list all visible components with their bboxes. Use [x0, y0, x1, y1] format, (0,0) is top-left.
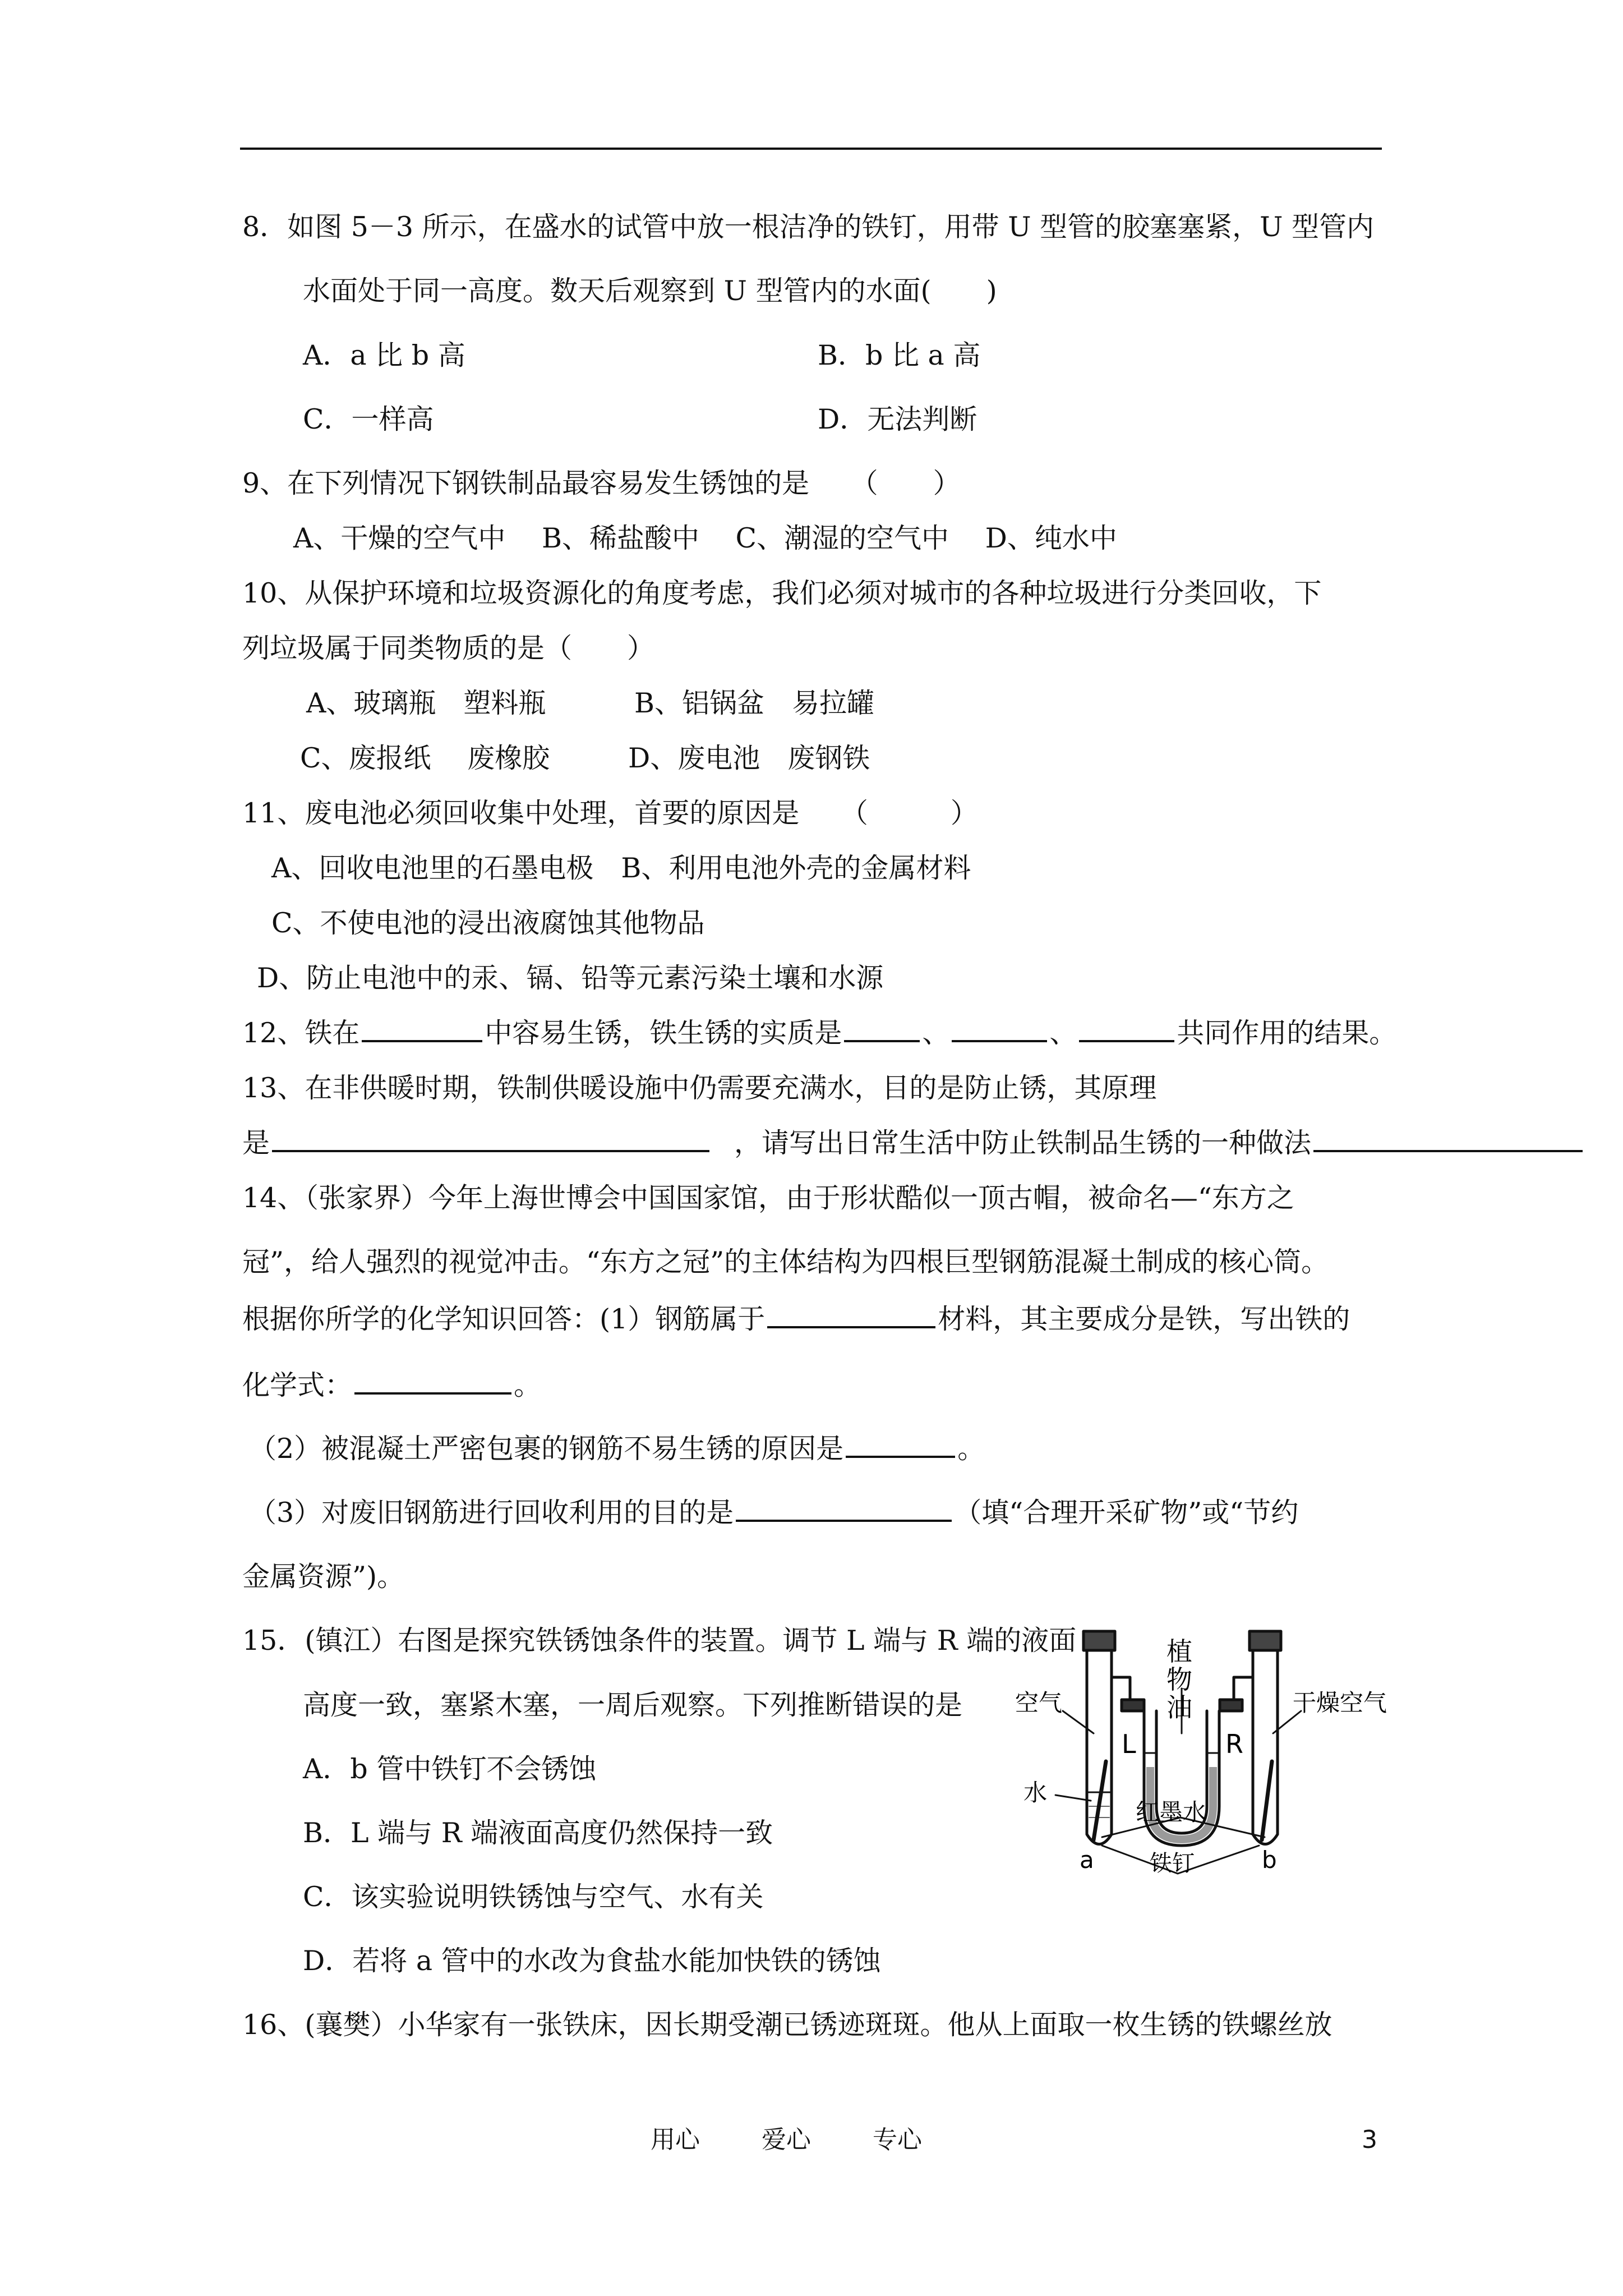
q14-text-3a: 根据你所学的化学知识回答：(1）钢筋属于 — [242, 1303, 766, 1335]
q14-text-3b: 材料，其主要成分是铁，写出铁的 — [938, 1303, 1350, 1335]
q15-option-a: A．b 管中铁钉不会锈蚀 — [303, 1753, 597, 1785]
q10-option-d: D、废电池 废钢铁 — [628, 742, 870, 774]
q12-blank-1[interactable] — [362, 1015, 482, 1042]
footer-word-3: 专心 — [873, 2125, 922, 2154]
figure-label-water: 水 — [1023, 1779, 1048, 1806]
q14-text-4end: 。 — [514, 1369, 542, 1401]
q11-stem: 11、废电池必须回收集中处理，首要的原因是 （ ） — [242, 797, 978, 829]
q12-blank-2[interactable] — [844, 1015, 920, 1042]
footer-word-2: 爱心 — [762, 2125, 811, 2154]
q14-line5 — [249, 1431, 985, 1467]
q15-option-b: B．L 端与 R 端液面高度仍然保持一致 — [303, 1817, 773, 1849]
q14-line6 — [249, 1495, 1298, 1531]
q12-text-2: 中容易生锈，铁生锈的实质是 — [485, 1017, 842, 1049]
figure-label-nail: 铁钉 — [1150, 1851, 1195, 1876]
q8-stem-line2: 水面处于同一高度。数天后观察到 U 型管内的水面( ) — [303, 275, 997, 307]
q12-text-1: 12、铁在 — [242, 1017, 360, 1049]
q14-blank-formula[interactable] — [354, 1368, 511, 1395]
q11-option-c: C、不使电池的浸出液腐蚀其他物品 — [271, 907, 705, 939]
q14-blank-reason[interactable] — [846, 1431, 955, 1458]
q8-option-b: B．b 比 a 高 — [818, 339, 981, 371]
rust-experiment-figure — [1009, 1621, 1402, 1885]
footer-word-1: 用心 — [651, 2125, 700, 2154]
q10-option-c: C、废报纸 废橡胶 — [300, 742, 550, 774]
q15-stem-line2: 高度一致，塞紧木塞，一周后观察。下列推断错误的是 — [303, 1689, 963, 1721]
q15-option-c: C．该实验说明铁锈蚀与空气、水有关 — [303, 1881, 764, 1913]
q14-stem-line1: 14、（张家界）今年上海世博会中国国家馆，由于形状酷似一顶古帽，被命名—“东方之 — [242, 1182, 1294, 1214]
q16-stem-line1: 16、(襄樊）小华家有一张铁床，因长期受潮已锈迹斑斑。他从上面取一枚生锈的铁螺丝放 — [242, 2009, 1332, 2041]
q14-line7: 金属资源”)。 — [242, 1561, 405, 1593]
q9-stem: 9、在下列情况下钢铁制品最容易发生锈蚀的是 （ ） — [242, 467, 961, 499]
figure-label-a: a — [1080, 1846, 1094, 1874]
q10-option-a: A、玻璃瓶 塑料瓶 — [306, 687, 546, 719]
q15-option-d: D．若将 a 管中的水改为食盐水能加快铁的锈蚀 — [303, 1945, 881, 1977]
figure-label-air: 空气 — [1015, 1689, 1063, 1717]
q10-option-b: B、铝锅盆 易拉罐 — [634, 687, 875, 719]
q8-option-d: D．无法判断 — [818, 403, 978, 435]
header-rule — [240, 148, 1382, 150]
q12-separator-2: 、 — [1049, 1017, 1077, 1049]
q14-text-6a: （3）对废旧钢筋进行回收利用的目的是 — [249, 1497, 734, 1529]
q12-separator-1: 、 — [922, 1017, 950, 1049]
q14-stem-line2: 冠”，给人强烈的视觉冲击。“东方之冠”的主体结构为四根巨型钢筋混凝土制成的核心筒。 — [242, 1246, 1329, 1278]
q12-line — [242, 1015, 1396, 1051]
figure-label-r: R — [1225, 1729, 1243, 1759]
q8-option-a: A．a 比 b 高 — [303, 339, 465, 371]
figure-label-oil-2: 物 — [1166, 1664, 1192, 1695]
q13-blank-2[interactable] — [1313, 1125, 1583, 1152]
q13-stem-line1: 13、在非供暖时期，铁制供暖设施中仍需要充满水，目的是防止锈，其原理 — [242, 1072, 1157, 1104]
figure-label-l: L — [1122, 1729, 1136, 1759]
q14-text-5a: （2）被混凝土严密包裹的钢筋不易生锈的原因是 — [249, 1433, 844, 1465]
q12-text-3: 共同作用的结果。 — [1177, 1017, 1397, 1049]
figure-label-oil-1: 植 — [1166, 1636, 1192, 1667]
figure-label-red-ink: 红墨水 — [1136, 1798, 1207, 1826]
q14-text-4: 化学式： — [242, 1369, 353, 1401]
q13-text-2: ，请写出日常生活中防止铁制品生锈的一种做法 — [734, 1127, 1312, 1159]
figure-label-oil-3: 油 — [1166, 1692, 1192, 1723]
figure-label-b: b — [1262, 1846, 1277, 1874]
q13-text-1: 是 — [242, 1127, 270, 1159]
q11-options-ab: A、回收电池里的石墨电极 B、利用电池外壳的金属材料 — [271, 852, 971, 884]
q11-option-d: D、防止电池中的汞、镉、铅等元素污染土壤和水源 — [257, 962, 884, 994]
q8-stem-line1: 8．如图 5－3 所示，在盛水的试管中放一根洁净的铁钉，用带 U 型管的胶塞塞紧，U 型管内 — [242, 211, 1374, 243]
q14-line3 — [242, 1301, 1350, 1337]
q12-blank-4[interactable] — [1079, 1015, 1174, 1042]
figure-label-dry-air: 干燥空气 — [1293, 1689, 1387, 1717]
q13-line2 — [242, 1125, 1585, 1161]
q15-stem-line1: 15．(镇江）右图是探究铁锈蚀条件的装置。调节 L 端与 R 端的液面 — [242, 1625, 1077, 1657]
q14-line4 — [242, 1368, 541, 1404]
q9-options: A、干燥的空气中 B、稀盐酸中 C、潮湿的空气中 D、纯水中 — [293, 522, 1117, 554]
q12-blank-3[interactable] — [952, 1015, 1047, 1042]
q14-text-5b: 。 — [957, 1433, 985, 1465]
q14-blank-purpose[interactable] — [736, 1495, 952, 1522]
q13-blank-1[interactable] — [272, 1125, 709, 1152]
q10-stem-line2: 列垃圾属于同类物质的是（ ） — [242, 632, 655, 664]
q14-blank-material[interactable] — [767, 1301, 935, 1328]
q8-option-c: C．一样高 — [303, 403, 434, 435]
page-number: 3 — [1362, 2125, 1377, 2154]
q14-text-6b: （填“合理开采矿物”或“节约 — [954, 1497, 1299, 1529]
q10-stem-line1: 10、从保护环境和垃圾资源化的角度考虑，我们必须对城市的各种垃圾进行分类回收，下 — [242, 577, 1322, 609]
